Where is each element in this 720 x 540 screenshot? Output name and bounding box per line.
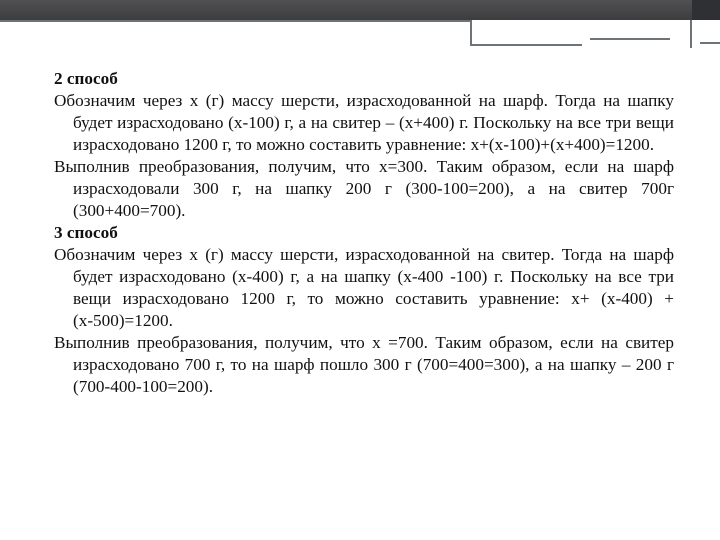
- top-bar-corner-block: [692, 0, 720, 20]
- slide-body: [54, 68, 674, 398]
- accent-line: [472, 44, 582, 46]
- paragraph-method-2-setup: Обозначим через х (г) массу шерсти, израсходованной на шарф. Тогда на шапку будет израсходовано (х-100) г, а на свитер – (х+400) г. Поскольку на все три вещи израсходовано 1200 г, то можно составить уравнение: х+(х-100)+(х+400)=1200.: [54, 91, 674, 154]
- accent-line: [590, 38, 670, 40]
- accent-line: [0, 20, 470, 22]
- accent-line: [700, 42, 720, 44]
- slide-top-bar: [0, 0, 720, 20]
- accent-line: [470, 20, 472, 46]
- accent-line: [690, 20, 692, 48]
- paragraph-method-2-result: Выполнив преобразования, получим, что х=300. Таким образом, если на шарф израсходовали 300 г, на шапку 200 г (300-100=200), а на свитер 700г (300+400=700).: [54, 157, 674, 220]
- section-heading-2: 2 способ: [54, 69, 118, 88]
- paragraph-method-3-setup: Обозначим через х (г) массу шерсти, израсходованной на свитер. Тогда на шарф будет израсходовано (х-400) г, а на шапку (х-400 -100) г. Поскольку на все три вещи израсходовано 1200 г, то можно составить уравнение: х+ (х-400) + (х-500)=1200.: [54, 245, 674, 330]
- paragraph-method-3-result: Выполнив преобразования, получим, что х =700. Таким образом, если на свитер израсходовано 700 г, то на шарф пошло 300 г (700=400=300), а на шапку – 200 г (700-400-100=200).: [54, 333, 674, 396]
- section-heading-3: 3 способ: [54, 223, 118, 242]
- decorative-accent-lines: [0, 20, 720, 50]
